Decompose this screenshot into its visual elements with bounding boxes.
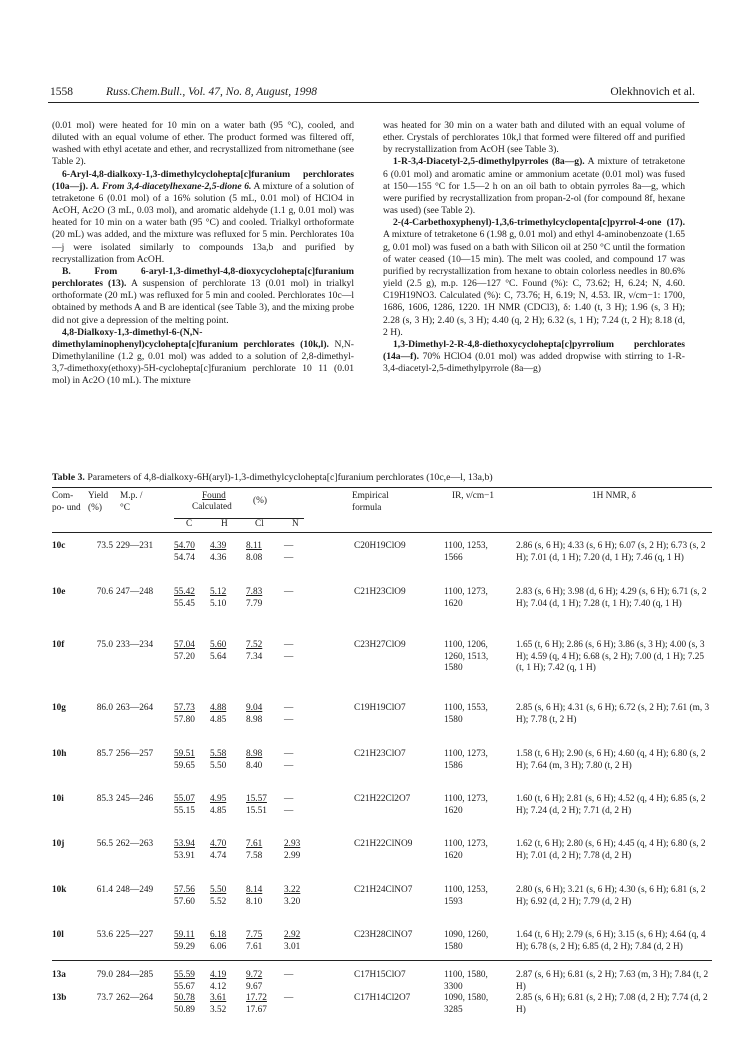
compound-id: 10e: [52, 587, 66, 597]
authors: Olekhnovich et al.: [610, 86, 695, 98]
analysis-c-cell: [174, 749, 208, 772]
found-value: 3.22: [284, 885, 301, 895]
paragraph-text: A mixture of tetraketone 6 (0.01 mol) and aromatic amine or ammonium acetate (0.01 mol) was fused at 150—155 °C for 1.5—2 h on an oil bath to obtain pyrroles 8a—g, which were purified by recrystallization from propan-2-ol (for compound 8f, hexane was used) (see Table 2).: [383, 156, 686, 217]
nmr-cell: 1.58 (t, 6 H); 2.90 (s, 6 H); 4.60 (q, 4 H); 6.80 (s, 2 H); 7.64 (m, 3 H); 7.80 (t, 2 H): [516, 749, 706, 771]
calculated-value: —: [284, 651, 294, 662]
table-label: Table 3.: [52, 472, 85, 483]
analysis-n-cell: [284, 703, 318, 726]
compound-id: 10l: [52, 930, 64, 940]
col-header-formula: Empirical formula: [352, 491, 389, 513]
analysis-cl-cell: [246, 930, 280, 953]
section-title: 6-Aryl-4,8-dialkoxy-1,3-dimethylcyclohepta[c]furanium perchlorates (10a—j).: [52, 168, 354, 192]
calculated-value: 8.98: [246, 714, 263, 725]
section-title: 1,3-Dimethyl-2-R-4,8-diethoxycyclohepta[c]pyrrolium perchlorates (14a—f).: [383, 338, 685, 362]
analysis-cl-cell: [246, 885, 280, 908]
analysis-cl-cell: [246, 794, 280, 817]
calculated-value: 5.10: [210, 598, 227, 609]
yield-cell: 75.0: [96, 640, 113, 650]
analysis-cl-cell: [246, 541, 280, 564]
col-header-calculated: Calculated: [192, 502, 232, 512]
found-value: 17.72: [246, 993, 267, 1003]
empirical-formula: C19H19ClO7: [354, 703, 406, 713]
nmr-cell: 2.85 (s, 6 H); 6.81 (s, 2 H); 7.08 (d, 2 H); 7.74 (d, 2 H): [516, 993, 708, 1015]
analysis-c-cell: [174, 839, 208, 862]
calculated-value: 57.80: [174, 714, 195, 725]
col-header-yield: Yield (%): [88, 491, 109, 513]
analysis-c-cell: [174, 993, 208, 1016]
section-title: 2-(4-Carbethoxyphenyl)-1,3,6-trimethylcyclopenta[c]pyrrol-4-one (17).: [393, 217, 685, 229]
analysis-h-cell: [210, 541, 244, 564]
melting-point-cell: 256—257: [116, 749, 154, 759]
calculated-value: 7.79: [246, 598, 263, 609]
analysis-h-cell: [210, 839, 244, 862]
calculated-value: 4.85: [210, 805, 227, 816]
empirical-formula: C21H22ClNO9: [354, 839, 413, 849]
calculated-value: 3.01: [284, 941, 301, 952]
analysis-cl-cell: [246, 749, 280, 772]
melting-point-cell: 245—246: [116, 794, 154, 804]
calculated-value: —: [284, 552, 294, 563]
found-value: 57.04: [174, 640, 195, 650]
paragraph: [52, 169, 354, 266]
found-value: 4.19: [210, 970, 227, 980]
found-value: 55.07: [174, 794, 195, 804]
paragraph-text: 70% HClO4 (0.01 mol) was added dropwise with stirring to 1-R-3,4-diacetyl-2,5-dimethylpyrrole (8a—g): [383, 350, 685, 375]
calculated-value: 6.06: [210, 941, 227, 952]
paragraph-text: N,N-Dimethylaniline (1.2 g, 0.01 mol) was added to a solution of 2,8-dimethyl-3,7-dimethoxy(ethoxy)-5H-cyclohepta[c]furanium perchlorate 10 11 (0.01 mol) in Ac2O (10 mL). The mixture: [52, 338, 354, 387]
melting-point-cell: 284—285: [116, 970, 154, 980]
empirical-formula: C21H22Cl2O7: [354, 794, 411, 804]
yield-cell: 73.7: [96, 993, 113, 1003]
nmr-cell: 1.60 (t, 6 H); 2.81 (s, 6 H); 4.52 (q, 4 H); 6.85 (s, 2 H); 7.24 (d, 2 H); 7.71 (d, 2 H): [516, 794, 706, 816]
yield-cell: 85.7: [96, 749, 113, 759]
ir-cell: 1100, 1580, 3300: [444, 970, 488, 992]
analysis-c-cell: [174, 885, 208, 908]
nmr-cell: 1.62 (t, 6 H); 2.80 (s, 6 H); 4.45 (q, 4 H); 6.80 (s, 2 H); 7.01 (d, 2 H); 7.78 (d, 2 H): [516, 839, 706, 861]
right-column: [383, 120, 685, 375]
found-value: 6.18: [210, 930, 227, 940]
analysis-n-cell: [284, 640, 318, 663]
compound-id: 10g: [52, 703, 66, 713]
found-value: 7.83: [246, 587, 263, 597]
col-header-found: Found: [202, 491, 226, 501]
analysis-h-cell: [210, 970, 244, 993]
analysis-n-cell: [284, 930, 318, 953]
table-caption: [52, 472, 712, 483]
analysis-cl-cell: [246, 839, 280, 862]
found-value: 5.12: [210, 587, 227, 597]
melting-point-cell: 225—227: [116, 930, 154, 940]
col-header-cl: Cl: [255, 519, 264, 529]
nmr-cell: 1.65 (t, 6 H); 2.86 (s, 6 H); 3.86 (s, 3 H); 4.00 (s, 3 H); 4.59 (q, 4 H); 6.68 (s, 2 H); 7.00 (d, 1 H); 7.25 (t, 1 H); 7.42 (q, 1 H): [516, 640, 705, 673]
empirical-formula: C17H14Cl2O7: [354, 993, 411, 1003]
col-header-mp: M.p. /°C: [120, 491, 143, 513]
compound-id: 10i: [52, 794, 64, 804]
found-value: 7.61: [246, 839, 263, 849]
page-number: 1558: [50, 86, 73, 98]
section-title: 1-R-3,4-Diacetyl-2,5-dimethylpyrroles (8a—g).: [393, 156, 585, 168]
ir-cell: 1090, 1260, 1580: [444, 930, 489, 952]
compound-id: 10f: [52, 640, 65, 650]
col-header-n: N: [292, 519, 299, 529]
calculated-value: —: [284, 760, 294, 771]
nmr-cell: 2.85 (s, 6 H); 4.31 (s, 6 H); 6.72 (s, 2 H); 7.61 (m, 3 H); 7.78 (t, 2 H): [516, 703, 710, 725]
found-value: 9.72: [246, 970, 263, 980]
method-title: B. From 6-aryl-1,3-dimethyl-4,8-dioxycyclohepta[c]furanium perchlorates (13).: [52, 265, 354, 290]
col-header-nmr: 1H NMR, δ: [592, 491, 636, 501]
yield-cell: 61.4: [96, 885, 113, 895]
yield-cell: 85.3: [96, 794, 113, 804]
ir-cell: 1100, 1273, 1586: [444, 749, 488, 771]
calculated-value: 53.91: [174, 850, 195, 861]
nmr-cell: 2.86 (s, 6 H); 4.33 (s, 6 H); 6.07 (s, 2 H); 6.73 (s, 2 H); 7.01 (d, 1 H); 7.20 (d, 1 H); 7.46 (q, 1 H): [516, 541, 706, 563]
melting-point-cell: 262—264: [116, 993, 154, 1003]
found-value: —: [284, 993, 294, 1003]
analysis-c-cell: [174, 970, 208, 993]
found-value: 4.88: [210, 703, 227, 713]
found-value: 5.60: [210, 640, 227, 650]
ir-cell: 1100, 1253, 1566: [444, 541, 488, 563]
calculated-value: —: [284, 805, 294, 816]
journal-citation: Russ.Chem.Bull., Vol. 47, No. 8, August, 1998: [106, 86, 317, 98]
compound-id: 13a: [52, 970, 66, 980]
empirical-formula: C17H15ClO7: [354, 970, 406, 980]
paragraph: was heated for 30 min on a water bath and diluted with an equal volume of ether. Crystals of perchlorates 10k,l that formed were filtered off and purified by recrystallization from AcOH (see Table 3).: [383, 120, 685, 156]
ir-cell: 1100, 1273, 1620: [444, 794, 488, 816]
analysis-c-cell: [174, 930, 208, 953]
nmr-cell: 1.64 (t, 6 H); 2.79 (s, 6 H); 3.15 (s, 6 H); 4.64 (q, 4 H); 6.78 (s, 2 H); 6.85 (d, 2 H); 7.84 (d, 2 H): [516, 930, 706, 952]
calculated-value: 4.74: [210, 850, 227, 861]
found-value: 2.93: [284, 839, 301, 849]
calculated-value: 7.34: [246, 651, 263, 662]
running-header: [48, 84, 699, 103]
calculated-value: 9.67: [246, 981, 263, 992]
empirical-formula: C21H23ClO7: [354, 749, 406, 759]
melting-point-cell: 229—231: [116, 541, 154, 551]
found-value: —: [284, 703, 294, 713]
found-value: —: [284, 749, 294, 759]
found-value: 2.92: [284, 930, 301, 940]
calculated-value: 50.89: [174, 1004, 195, 1015]
found-value: 8.11: [246, 541, 262, 551]
found-value: 50.78: [174, 993, 195, 1003]
analysis-h-cell: [210, 930, 244, 953]
analysis-cl-cell: [246, 587, 280, 610]
empirical-formula: C23H27ClO9: [354, 640, 406, 650]
calculated-value: 59.65: [174, 760, 195, 771]
empirical-formula: C21H24ClNO7: [354, 885, 413, 895]
calculated-value: 55.67: [174, 981, 195, 992]
found-value: 15.57: [246, 794, 267, 804]
found-value: 7.52: [246, 640, 263, 650]
found-value: 4.70: [210, 839, 227, 849]
analysis-c-cell: [174, 703, 208, 726]
empirical-formula: C21H23ClO9: [354, 587, 406, 597]
paragraph: [383, 156, 685, 217]
calculated-value: 4.36: [210, 552, 227, 563]
calculated-value: 3.20: [284, 896, 301, 907]
table-header: [52, 488, 712, 533]
found-rule: [174, 518, 304, 519]
calculated-value: 5.64: [210, 651, 227, 662]
analysis-h-cell: [210, 885, 244, 908]
empirical-formula: C23H28ClNO7: [354, 930, 413, 940]
yield-cell: 73.5: [96, 541, 113, 551]
analysis-h-cell: [210, 587, 244, 610]
found-value: 55.42: [174, 587, 195, 597]
melting-point-cell: 248—249: [116, 885, 154, 895]
compound-id: 10c: [52, 541, 66, 551]
calculated-value: 7.61: [246, 941, 263, 952]
yield-cell: 79.0: [96, 970, 113, 980]
analysis-n-cell: [284, 839, 318, 862]
col-header-percent: (%): [253, 496, 267, 506]
ir-cell: 1100, 1553, 1580: [444, 703, 488, 725]
found-value: 59.11: [174, 930, 195, 940]
found-value: —: [284, 970, 294, 980]
calculated-value: 55.15: [174, 805, 195, 816]
analysis-n-cell: [284, 885, 318, 908]
analysis-cl-cell: [246, 970, 280, 993]
analysis-h-cell: [210, 749, 244, 772]
compound-id: 10h: [52, 749, 67, 759]
melting-point-cell: 262—263: [116, 839, 154, 849]
melting-point-cell: 263—264: [116, 703, 154, 713]
found-value: 8.14: [246, 885, 263, 895]
paragraph-text: A suspension of perchlorate 13 (0.01 mol) in trialkyl orthoformate (20 mL) was refluxed for 5 min and cooled. Perchlorates 10c—l obtained by methods A and B are identical (see Table 3), and the mixing probe did not give a depression of the melting point.: [52, 278, 355, 326]
found-value: 5.58: [210, 749, 227, 759]
compound-id: 10k: [52, 885, 67, 895]
calculated-value: 5.52: [210, 896, 227, 907]
calculated-value: 4.85: [210, 714, 227, 725]
analysis-h-cell: [210, 640, 244, 663]
calculated-value: 8.10: [246, 896, 263, 907]
analysis-n-cell: [284, 749, 318, 772]
col-header-h: H: [221, 519, 228, 529]
ir-cell: 1100, 1273, 1620: [444, 587, 488, 609]
analysis-n-cell: [284, 794, 318, 817]
analysis-h-cell: [210, 794, 244, 817]
found-value: 53.94: [174, 839, 195, 849]
found-value: 57.56: [174, 885, 195, 895]
compound-id: 10j: [52, 839, 65, 849]
found-value: 9.04: [246, 703, 263, 713]
calculated-value: —: [284, 714, 294, 725]
paragraph-text: A mixture of a solution of tetraketone 6 (0.01 mol) of a 16% solution (5 mL, 0.01 mol) of HClO4 in AcOH, Ac2O (3 mL, 0.03 mol), and aromatic aldehyde (1.1 g, 0.01 mol) was heated for 10 min on a water bath (95 °C) and cooled. Trialkyl orthoformate (20 mL) was added, and the mixture was refluxed for 5 min. Perchlorates 10a—j were isolated similarly to compounds 13a,b and purified by recrystallization from AcOH.: [52, 180, 354, 265]
found-value: 5.50: [210, 885, 227, 895]
calculated-value: 3.52: [210, 1004, 227, 1015]
calculated-value: 8.40: [246, 760, 263, 771]
found-value: 8.98: [246, 749, 263, 759]
found-value: 57.73: [174, 703, 195, 713]
paragraph-text: A mixture of tetraketone 6 (1.98 g, 0.01 mol) and ethyl 4-aminobenzoate (1.65 g, 0.01 mol) was fused on a bath with Silicon oil at 250 °C until the formation of water ceased (10—15 min). The melt was cooled, and compound 17 was purified by recrystallization from hexane to obtain colorless needles in 80.6% yield (2.5 g), m.p. 126—127 °C. Found (%): C, 73.62; H, 6.24; N, 4.60. C19H19NO3. Calculated (%): C, 73.76; H, 6.19; N, 4.53. IR, ν/cm−1: 1700, 1686, 1606, 1286, 1220. 1H NMR (CDCl3), δ: 1.40 (t, 3 H); 1.96 (s, 3 H); 2.28 (s, 3 H); 2.40 (s, 3 H); 4.40 (q, 2 H); 6.32 (s, 1 H); 7.24 (t, 2 H); 8.18 (d, 2 H).: [383, 229, 685, 338]
found-value: —: [284, 794, 294, 804]
yield-cell: 53.6: [96, 930, 113, 940]
analysis-h-cell: [210, 993, 244, 1016]
calculated-value: 55.45: [174, 598, 195, 609]
paragraph: [383, 217, 685, 339]
nmr-cell: 2.80 (s, 6 H); 3.21 (s, 6 H); 4.30 (s, 6 H); 6.81 (s, 2 H); 6.92 (d, 2 H); 7.79 (d, 2 H): [516, 885, 706, 907]
analysis-cl-cell: [246, 993, 280, 1016]
found-value: 59.51: [174, 749, 195, 759]
analysis-c-cell: [174, 541, 208, 564]
melting-point-cell: 233—234: [116, 640, 154, 650]
section-title: 4,8-Dialkoxy-1,3-dimethyl-6-(N,N-dimethylaminophenyl)cyclohepta[c]furanium perchlorates (10k,l).: [52, 326, 329, 350]
analysis-n-cell: [284, 970, 318, 982]
analysis-c-cell: [174, 640, 208, 663]
col-header-compound: Com- po- und: [52, 491, 81, 513]
yield-cell: 86.0: [96, 703, 113, 713]
nmr-cell: 2.83 (s, 6 H); 3.98 (d, 6 H); 4.29 (s, 6 H); 6.71 (s, 2 H); 7.04 (d, 1 H); 7.28 (t, 1 H); 7.40 (q, 1 H): [516, 587, 707, 609]
analysis-n-cell: [284, 541, 318, 564]
calculated-value: 59.29: [174, 941, 195, 952]
analysis-h-cell: [210, 703, 244, 726]
compound-id: 13b: [52, 993, 67, 1003]
left-column: [52, 120, 354, 387]
found-value: 4.39: [210, 541, 227, 551]
calculated-value: 2.99: [284, 850, 301, 861]
found-value: 54.70: [174, 541, 195, 551]
ir-cell: 1100, 1273, 1620: [444, 839, 488, 861]
found-value: 3.61: [210, 993, 227, 1003]
calculated-value: 4.12: [210, 981, 227, 992]
col-header-c: C: [186, 519, 193, 529]
found-value: —: [284, 587, 294, 597]
found-value: 55.59: [174, 970, 195, 980]
calculated-value: 54.74: [174, 552, 195, 563]
calculated-value: 7.58: [246, 850, 263, 861]
ir-cell: 1100, 1253, 1593: [444, 885, 488, 907]
analysis-c-cell: [174, 587, 208, 610]
found-value: —: [284, 541, 294, 551]
calculated-value: 57.60: [174, 896, 195, 907]
table-title: Parameters of 4,8-dialkoxy-6H(aryl)-1,3-dimethylcyclohepta[c]furanium perchlorates (10c,e—l, 13a,b): [87, 472, 493, 483]
paragraph: [52, 327, 354, 388]
paragraph: [383, 339, 685, 375]
calculated-value: 5.50: [210, 760, 227, 771]
yield-cell: 56.5: [96, 839, 113, 849]
found-value: 4.95: [210, 794, 227, 804]
calculated-value: 8.08: [246, 552, 263, 563]
data-table: [52, 487, 712, 1015]
col-header-ir: IR, ν/cm−1: [452, 491, 494, 501]
found-value: 7.75: [246, 930, 263, 940]
calculated-value: 17.67: [246, 1004, 267, 1015]
nmr-cell: 2.87 (s, 6 H); 6.81 (s, 2 H); 7.63 (m, 3 H); 7.84 (t, 2 H): [516, 970, 709, 992]
ir-cell: 1090, 1580, 3285: [444, 993, 489, 1015]
analysis-cl-cell: [246, 640, 280, 663]
calculated-value: 57.20: [174, 651, 195, 662]
empirical-formula: C20H19ClO9: [354, 541, 406, 551]
method-title: A. From 3,4-diacetylhexane-2,5-dione 6.: [90, 180, 252, 192]
ir-cell: 1100, 1206, 1260, 1513, 1580: [444, 640, 489, 673]
analysis-n-cell: [284, 993, 318, 1005]
yield-cell: 70.6: [96, 587, 113, 597]
found-value: —: [284, 640, 294, 650]
calculated-value: 15.51: [246, 805, 267, 816]
analysis-c-cell: [174, 794, 208, 817]
analysis-n-cell: [284, 587, 318, 599]
paragraph: (0.01 mol) were heated for 10 min on a water bath (95 °C), cooled, and diluted with an equal volume of ether. The product formed was filtered off, washed with ethyl acetate and ether, and recrystallized from nitromethane (see Table 2).: [52, 120, 354, 168]
analysis-cl-cell: [246, 703, 280, 726]
melting-point-cell: 247—248: [116, 587, 154, 597]
paragraph: [52, 266, 354, 327]
